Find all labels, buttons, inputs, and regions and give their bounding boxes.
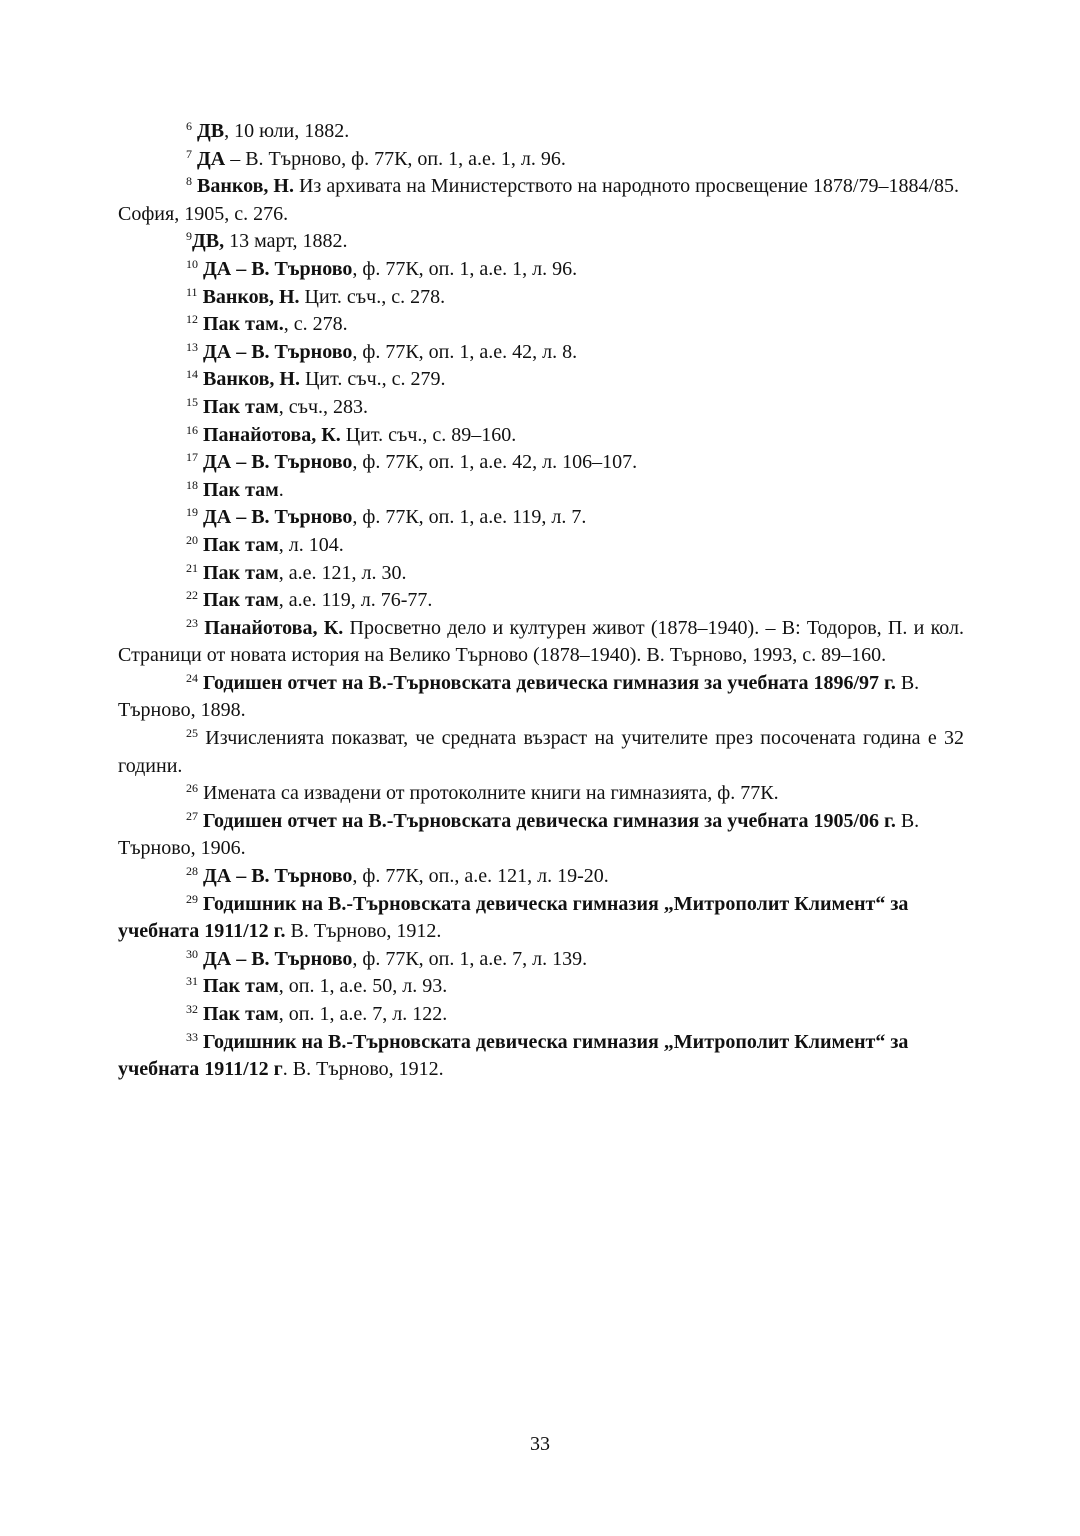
footnote-number: 13 (186, 339, 198, 354)
footnote-number: 33 (186, 1029, 198, 1044)
footnote (118, 422, 964, 450)
footnote-text: , 10 юли, 1882. (224, 120, 350, 142)
footnote-text: Имената са извадени от протоколните книги на гимназията, ф. 77К. (198, 782, 779, 805)
footnotes-list (118, 118, 964, 1084)
footnote-number: 25 (186, 726, 198, 741)
footnote (118, 587, 964, 615)
footnote-text: Изчисленията показват, че средната възраст на учителите през посочената година е 32 години. (118, 727, 964, 777)
footnote (118, 1001, 964, 1029)
footnote (118, 780, 964, 808)
footnote (118, 725, 964, 780)
footnote (118, 946, 964, 974)
footnote-source: ДА (197, 147, 226, 170)
footnote (118, 670, 964, 725)
footnote-text: , ф. 77К, оп. 1, а.е. 119, л. 7. (352, 506, 587, 529)
footnote (118, 449, 964, 477)
footnote-source: ДА – В. Търново (203, 257, 353, 280)
footnote (118, 863, 964, 891)
footnote-text: , оп. 1, а.е. 7, л. 122. (278, 1003, 448, 1025)
footnote-number: 15 (186, 394, 198, 409)
footnote-number: 32 (186, 1002, 198, 1016)
footnote (118, 311, 964, 339)
footnote (118, 339, 964, 367)
footnote (118, 477, 964, 505)
footnote-source: Пак там. (203, 313, 284, 336)
footnote-source: Пак там (203, 975, 279, 998)
footnote-text: , а.е. 119, л. 76-77. (278, 589, 433, 612)
footnote-source: Панайотова, К. (204, 616, 344, 639)
page-number: 33 (530, 1433, 550, 1455)
footnote-number: 28 (186, 864, 198, 879)
footnote-number: 23 (186, 615, 198, 630)
footnote-source: Годишник на В.-Търновската девическа гимназия „Митрополит Климент“ за учебната 1911/12 г. (118, 892, 909, 943)
footnote-text: , ф. 77К, оп., а.е. 121, л. 19-20. (352, 865, 609, 888)
footnote-number: 18 (186, 477, 198, 492)
footnote-text: . В. Търново, 1912. (282, 1058, 444, 1081)
footnote-number: 10 (186, 256, 198, 271)
footnote-source: ДА – В. Търново (203, 947, 353, 970)
footnote-text: , ф. 77К, оп. 1, а.е. 42, л. 106–107. (352, 451, 638, 474)
footnote-text: , л. 104. (278, 533, 344, 556)
footnote-number: 17 (186, 450, 198, 465)
footnote (118, 394, 964, 422)
footnote-source: Пак там (203, 561, 279, 584)
footnote-text: Цит. съч., с. 278. (299, 285, 446, 308)
footnote (118, 615, 964, 670)
footnote-text: В. Търново, 1898. (118, 671, 920, 722)
footnote-text: Цит. съч., с. 279. (299, 368, 446, 391)
footnote (118, 532, 964, 560)
footnote (118, 256, 964, 284)
footnote-text: , ф. 77К, оп. 1, а.е. 1, л. 96. (352, 257, 578, 280)
footnote-number: 9 (186, 229, 192, 244)
footnote-source: Пак там (203, 1003, 279, 1025)
footnote (118, 228, 964, 256)
footnote-number: 7 (186, 146, 192, 161)
footnote-source: Пак там (203, 589, 279, 612)
footnote-source: Ванков, Н. (203, 368, 300, 391)
footnote-source: ДВ, (192, 230, 225, 253)
footnote-source: Годишен отчет на В.-Търновската девическа гимназия за учебната 1905/06 г. (203, 809, 896, 832)
footnote-number: 12 (186, 312, 198, 327)
footnote-number: 6 (186, 119, 192, 133)
footnote (118, 146, 964, 174)
footnote (118, 560, 964, 588)
footnote-source: Годишник на В.-Търновската девическа гимназия „Митрополит Климент“ за учебната 1911/12 г (118, 1030, 909, 1081)
footnote-source: ДВ (197, 120, 225, 142)
footnote-number: 11 (186, 284, 198, 299)
footnote-source: ДА – В. Търново (203, 865, 353, 888)
footnote-number: 8 (186, 174, 192, 189)
footnote-text: В. Търново, 1906. (118, 809, 920, 860)
footnote-text: 13 март, 1882. (224, 230, 348, 253)
footnote-text: . (278, 478, 284, 501)
footnote-text: , ф. 77К, оп. 1, а.е. 42, л. 8. (352, 340, 578, 363)
footnote-number: 20 (186, 532, 198, 547)
footnote-number: 30 (186, 946, 198, 961)
footnote-number: 24 (186, 670, 198, 685)
footnote (118, 808, 964, 863)
footnote-source: Пак там (203, 533, 279, 556)
footnote-text: , а.е. 121, л. 30. (278, 561, 407, 584)
footnote-source: ДА – В. Търново (203, 340, 353, 363)
footnote-number: 16 (186, 422, 198, 437)
footnote-text: – В. Търново, ф. 77К, оп. 1, а.е. 1, л. 96. (225, 147, 566, 170)
footnote-text: , оп. 1, а.е. 50, л. 93. (278, 975, 448, 998)
footnote-source: Пак там (203, 478, 279, 501)
footnote-number: 22 (186, 588, 198, 603)
footnote-source: Ванков, Н. (197, 175, 294, 198)
footnote-source: ДА – В. Търново (203, 506, 353, 529)
footnote-source: Пак там (203, 395, 279, 418)
footnote-source: Годишен отчет на В.-Търновската девическа гимназия за учебната 1896/97 г. (203, 671, 896, 694)
footnote (118, 366, 964, 394)
footnote-source: Панайотова, К. (203, 423, 341, 446)
footnote-text: , съч., 283. (278, 395, 369, 418)
footnote-number: 27 (186, 808, 198, 823)
footnote (118, 891, 964, 946)
footnote (118, 504, 964, 532)
footnote-source: ДА – В. Търново (203, 451, 353, 474)
footnote-text: , с. 278. (283, 313, 348, 336)
footnote (118, 1029, 964, 1084)
footnote-text: Цит. съч., с. 89–160. (340, 423, 517, 446)
footnote (118, 973, 964, 1001)
footnote (118, 173, 964, 228)
footnote-text: , ф. 77К, оп. 1, а.е. 7, л. 139. (352, 947, 588, 970)
footnote-number: 31 (186, 974, 198, 989)
footnote (118, 118, 964, 146)
footnote-number: 21 (186, 560, 198, 575)
footnote-number: 19 (186, 505, 198, 520)
footnote-number: 29 (186, 891, 198, 906)
footnote-number: 14 (186, 367, 198, 382)
footnote-source: Ванков, Н. (202, 285, 300, 308)
footnote (118, 284, 964, 312)
footnote-text: Просветно дело и културен живот (1878–1940). – В: Тодоров, П. и кол. Страници от новата история на Велико Търново (1878–1940). В. Търново, 1993, с. 89–160. (118, 616, 964, 667)
footnote-text: В. Търново, 1912. (285, 920, 442, 943)
footnote-text: Из архивата на Министерството на народното просвещение 1878/79–1884/85. София, 1905, с. 276. (118, 175, 960, 225)
footnote-number: 26 (186, 781, 198, 796)
